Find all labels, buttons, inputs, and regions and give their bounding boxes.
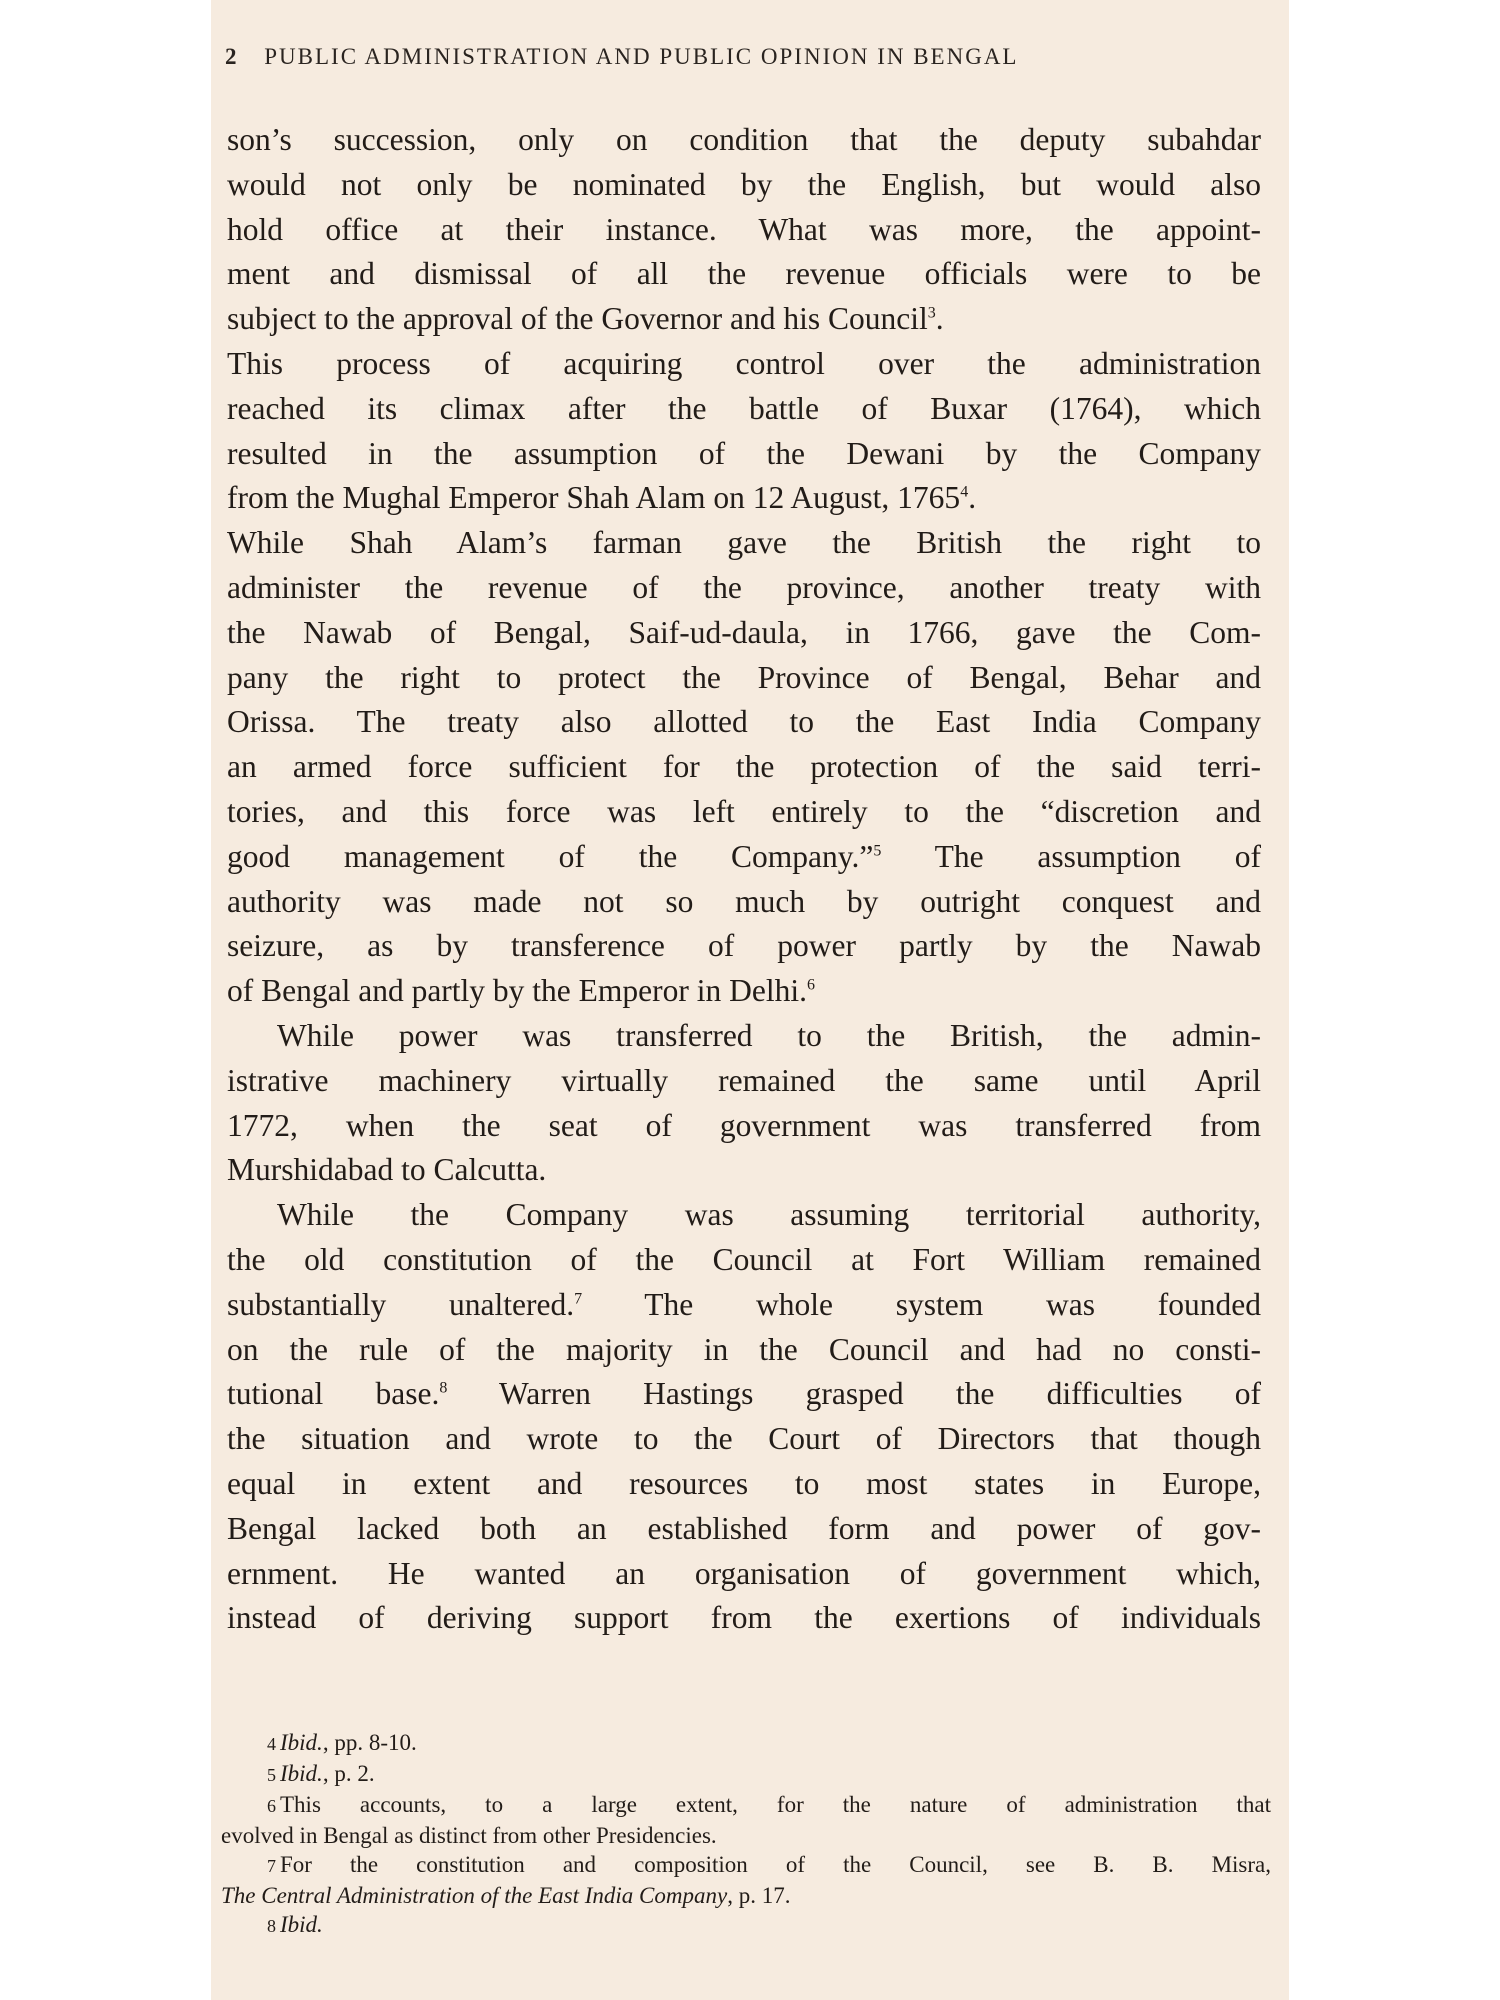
footnote-ref: 3 xyxy=(927,304,936,322)
text-line: While power was transferred to the British, the admin- xyxy=(277,1017,1261,1053)
footnote-6 xyxy=(221,1790,1271,1821)
footnote-text: , p. 2. xyxy=(322,1761,375,1786)
text-line: Orissa. The treaty also allotted to the East India Company xyxy=(227,704,1261,740)
text-fragment: Warren Hastings grasped the difficulties of xyxy=(447,1376,1261,1412)
footnotes xyxy=(221,1728,1271,1941)
text-line: ment and dismissal of all the revenue officials were to be xyxy=(227,256,1261,292)
running-header xyxy=(225,44,1265,70)
text-line xyxy=(227,1372,1261,1417)
text-line xyxy=(227,1283,1261,1328)
body-text xyxy=(227,118,1261,1641)
footnote-ref: 4 xyxy=(960,483,969,501)
running-title: PUBLIC ADMINISTRATION AND PUBLIC OPINION IN BENGAL xyxy=(264,44,1019,69)
text-line: the situation and wrote to the Court of Directors that though xyxy=(227,1421,1261,1457)
text-line: seizure, as by transference of power partly by the Nawab xyxy=(227,928,1261,964)
text-line: Bengal lacked both an established form and power of gov- xyxy=(227,1510,1261,1546)
footnote-6-cont: evolved in Bengal as distinct from other Presidencies. xyxy=(221,1823,717,1848)
text-fragment: . xyxy=(935,301,944,337)
text-line: pany the right to protect the Province of Bengal, Behar and xyxy=(227,659,1261,695)
text-line: the old constitution of the Council at Fort William remained xyxy=(227,1241,1261,1277)
footnote-text: This accounts, to a large extent, for the nature of administration that xyxy=(280,1792,1271,1817)
text-fragment: good management of the Company.” xyxy=(227,838,874,874)
text-line: on the rule of the majority in the Council and had no consti- xyxy=(227,1331,1261,1367)
text-line: 1772, when the seat of government was transferred from xyxy=(227,1107,1261,1143)
footnote-ref: 7 xyxy=(574,1290,583,1308)
footnote-number: 4 xyxy=(267,1734,276,1754)
footnote-text: , pp. 8-10. xyxy=(322,1730,417,1755)
text-line: equal in extent and resources to most states in Europe, xyxy=(227,1465,1261,1501)
text-fragment: The whole system was founded xyxy=(582,1286,1261,1322)
text-fragment: subject to the approval of the Governor and his Council xyxy=(227,301,928,337)
footnote-number: 5 xyxy=(267,1765,276,1785)
book-page xyxy=(211,0,1289,2000)
footnote-number: 8 xyxy=(267,1916,276,1936)
footnote-4 xyxy=(221,1728,1271,1759)
text-fragment: tutional base. xyxy=(227,1376,440,1412)
text-line: tories, and this force was left entirely to the “discretion and xyxy=(227,793,1261,829)
footnote-text: , p. 17. xyxy=(727,1883,791,1908)
footnote-ref: 6 xyxy=(806,976,815,994)
text-line: istrative machinery virtually remained the same until April xyxy=(227,1062,1261,1098)
footnote-7 xyxy=(221,1850,1271,1881)
page-number: 2 xyxy=(225,44,239,69)
text-fragment: of Bengal and partly by the Emperor in Delhi. xyxy=(227,973,807,1009)
footnote-ref: 5 xyxy=(873,842,882,860)
text-line xyxy=(227,969,1261,1014)
text-line: This process of acquiring control over the administration xyxy=(227,345,1261,381)
text-line: son’s succession, only on condition that the deputy subahdar xyxy=(227,122,1261,157)
cited-title: The Central Administration of the East India Company xyxy=(221,1883,728,1908)
footnote-ibid: Ibid. xyxy=(280,1761,323,1786)
footnote-number: 7 xyxy=(267,1856,276,1876)
text-fragment: substantially unaltered. xyxy=(227,1286,575,1322)
footnote-ibid: Ibid. xyxy=(280,1912,323,1937)
text-line: While the Company was assuming territorial authority, xyxy=(277,1197,1261,1233)
footnote-8 xyxy=(221,1910,1271,1941)
text-fragment: The assumption of xyxy=(881,838,1261,874)
footnote-5 xyxy=(221,1759,1271,1790)
text-line: ernment. He wanted an organisation of government which, xyxy=(227,1555,1261,1591)
text-fragment: . xyxy=(968,480,977,516)
text-line xyxy=(227,835,1261,880)
text-line: the Nawab of Bengal, Saif-ud-daula, in 1766, gave the Com- xyxy=(227,614,1261,650)
footnote-7-cont xyxy=(221,1881,1271,1910)
text-line xyxy=(227,476,1261,521)
footnote-ref: 8 xyxy=(439,1379,448,1397)
text-line: reached its climax after the battle of Buxar (1764), which xyxy=(227,390,1261,426)
footnote-text: For the constitution and composition of the Council, see B. B. Misra, xyxy=(280,1852,1271,1877)
footnote-number: 6 xyxy=(267,1796,276,1816)
text-line: would not only be nominated by the English, but would also xyxy=(227,166,1261,202)
text-line: hold office at their instance. What was more, the appoint- xyxy=(227,211,1261,247)
footnote-ibid: Ibid. xyxy=(280,1730,323,1755)
text-line: administer the revenue of the province, another treaty with xyxy=(227,569,1261,605)
text-line: instead of deriving support from the exertions of individuals xyxy=(227,1600,1261,1636)
text-line: an armed force sufficient for the protection of the said terri- xyxy=(227,749,1261,785)
text-line: Murshidabad to Calcutta. xyxy=(227,1152,547,1188)
text-line: authority was made not so much by outright conquest and xyxy=(227,883,1261,919)
text-line: While Shah Alam’s farman gave the British the right to xyxy=(227,525,1261,561)
text-line: resulted in the assumption of the Dewani by the Company xyxy=(227,435,1261,471)
text-fragment: from the Mughal Emperor Shah Alam on 12 August, 1765 xyxy=(227,480,961,516)
text-line xyxy=(227,297,1261,342)
